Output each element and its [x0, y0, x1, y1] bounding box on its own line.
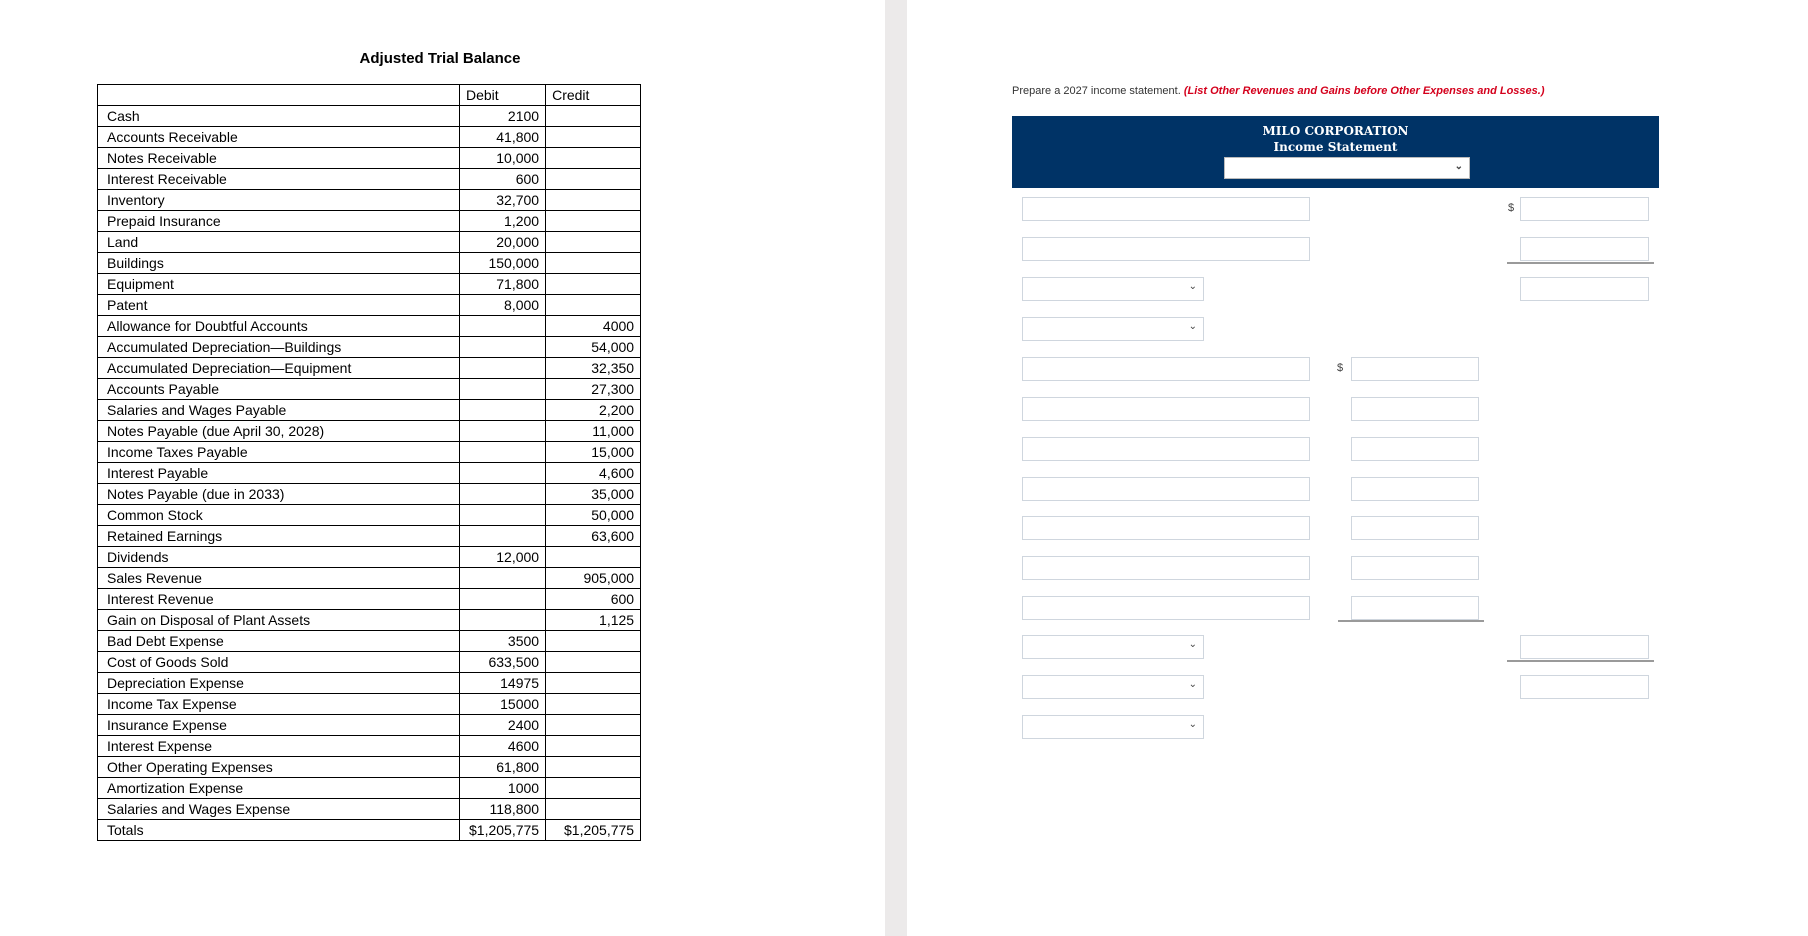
account-name: Cash — [98, 106, 460, 127]
table-row — [98, 190, 641, 211]
total-underline — [1507, 660, 1654, 662]
statement-title: Income Statement — [1273, 140, 1398, 154]
credit-value — [546, 253, 641, 274]
account-name: Prepaid Insurance — [98, 211, 460, 232]
expense-label-input[interactable] — [1022, 357, 1310, 381]
table-row — [98, 778, 641, 799]
table-row — [98, 610, 641, 631]
debit-value: 14975 — [460, 673, 546, 694]
debit-value: 600 — [460, 169, 546, 190]
debit-value: 1,200 — [460, 211, 546, 232]
account-name: Interest Expense — [98, 736, 460, 757]
credit-value — [546, 169, 641, 190]
expense-amount-input[interactable] — [1351, 437, 1479, 461]
debit-value — [460, 610, 546, 631]
credit-value — [546, 799, 641, 820]
table-row — [98, 694, 641, 715]
expense-amount-input[interactable] — [1351, 397, 1479, 421]
table-row — [98, 253, 641, 274]
debit-value: 12,000 — [460, 547, 546, 568]
table-row — [98, 106, 641, 127]
table-row — [98, 757, 641, 778]
table-row — [98, 127, 641, 148]
table-row — [98, 148, 641, 169]
credit-value — [546, 631, 641, 652]
debit-value — [460, 400, 546, 421]
table-row — [98, 799, 641, 820]
table-row — [98, 820, 641, 841]
period-select[interactable] — [1224, 157, 1470, 179]
line-label-select[interactable] — [1022, 277, 1204, 301]
credit-value — [546, 106, 641, 127]
debit-value — [460, 505, 546, 526]
expense-label-input[interactable] — [1022, 477, 1310, 501]
account-name: Gain on Disposal of Plant Assets — [98, 610, 460, 631]
credit-value — [546, 295, 641, 316]
credit-value — [546, 127, 641, 148]
account-name: Retained Earnings — [98, 526, 460, 547]
credit-value — [546, 778, 641, 799]
account-name: Accounts Payable — [98, 379, 460, 400]
line-label-input[interactable] — [1022, 237, 1310, 261]
account-name: Notes Receivable — [98, 148, 460, 169]
table-row — [98, 232, 641, 253]
expense-amount-input[interactable] — [1351, 477, 1479, 501]
account-name: Patent — [98, 295, 460, 316]
chevron-down-icon: ⌄ — [1188, 719, 1197, 730]
account-name: Common Stock — [98, 505, 460, 526]
chevron-down-icon: ⌄ — [1454, 161, 1463, 172]
account-name: Income Tax Expense — [98, 694, 460, 715]
table-row — [98, 652, 641, 673]
table-row — [98, 715, 641, 736]
account-name: Interest Revenue — [98, 589, 460, 610]
account-name: Equipment — [98, 274, 460, 295]
account-name: Accumulated Depreciation—Equipment — [98, 358, 460, 379]
credit-value — [546, 757, 641, 778]
debit-value — [460, 463, 546, 484]
account-name: Cost of Goods Sold — [98, 652, 460, 673]
table-row — [98, 400, 641, 421]
credit-value: 15,000 — [546, 442, 641, 463]
debit-value: 633,500 — [460, 652, 546, 673]
debit-value — [460, 337, 546, 358]
account-name: Salaries and Wages Payable — [98, 400, 460, 421]
line-label-select[interactable] — [1022, 635, 1204, 659]
debit-value: 150,000 — [460, 253, 546, 274]
instruction-text — [1012, 85, 1545, 97]
account-name: Interest Receivable — [98, 169, 460, 190]
chevron-down-icon: ⌄ — [1188, 679, 1197, 690]
account-name: Other Operating Expenses — [98, 757, 460, 778]
account-name: Dividends — [98, 547, 460, 568]
line-label-input[interactable] — [1022, 197, 1310, 221]
account-name: Sales Revenue — [98, 568, 460, 589]
expense-amount-input[interactable] — [1351, 357, 1479, 381]
debit-value — [460, 526, 546, 547]
table-row — [98, 736, 641, 757]
debit-value: 10,000 — [460, 148, 546, 169]
amount-input[interactable] — [1520, 675, 1649, 699]
credit-value — [546, 652, 641, 673]
table-row — [98, 274, 641, 295]
credit-value: 50,000 — [546, 505, 641, 526]
debit-value — [460, 421, 546, 442]
account-name: Notes Payable (due April 30, 2028) — [98, 421, 460, 442]
credit-value: 4,600 — [546, 463, 641, 484]
expense-label-input[interactable] — [1022, 516, 1310, 540]
amount-input[interactable] — [1520, 237, 1649, 261]
credit-value: 600 — [546, 589, 641, 610]
debit-value: $1,205,775 — [460, 820, 546, 841]
chevron-down-icon: ⌄ — [1188, 281, 1197, 292]
credit-value: 27,300 — [546, 379, 641, 400]
debit-value — [460, 568, 546, 589]
credit-value — [546, 673, 641, 694]
debit-value: 2100 — [460, 106, 546, 127]
currency-symbol: $ — [1337, 362, 1344, 374]
table-row — [98, 484, 641, 505]
chevron-down-icon: ⌄ — [1188, 639, 1197, 650]
debit-value — [460, 442, 546, 463]
debit-value: 1000 — [460, 778, 546, 799]
table-row — [98, 337, 641, 358]
table-row — [98, 379, 641, 400]
table-row — [98, 169, 641, 190]
credit-value: 1,125 — [546, 610, 641, 631]
credit-value — [546, 736, 641, 757]
table-row — [98, 421, 641, 442]
account-name: Inventory — [98, 190, 460, 211]
account-name: Notes Payable (due in 2033) — [98, 484, 460, 505]
account-name: Accounts Receivable — [98, 127, 460, 148]
account-name: Salaries and Wages Expense — [98, 799, 460, 820]
table-row — [98, 463, 641, 484]
account-name: Totals — [98, 820, 460, 841]
income-statement-header — [1012, 116, 1659, 188]
credit-value: 35,000 — [546, 484, 641, 505]
credit-value — [546, 274, 641, 295]
table-row — [98, 316, 641, 337]
account-name: Insurance Expense — [98, 715, 460, 736]
line-label-select[interactable] — [1022, 317, 1204, 341]
company-name: MILO CORPORATION — [1262, 124, 1409, 138]
total-underline — [1338, 620, 1484, 622]
credit-value: 2,200 — [546, 400, 641, 421]
debit-value: 2400 — [460, 715, 546, 736]
debit-value: 8,000 — [460, 295, 546, 316]
debit-value: 15000 — [460, 694, 546, 715]
header-blank — [98, 85, 460, 106]
debit-value: 71,800 — [460, 274, 546, 295]
trial-balance-title: Adjusted Trial Balance — [359, 50, 521, 67]
line-label-select[interactable] — [1022, 675, 1204, 699]
account-name: Accumulated Depreciation—Buildings — [98, 337, 460, 358]
amount-input[interactable] — [1520, 635, 1649, 659]
credit-value — [546, 694, 641, 715]
table-row — [98, 295, 641, 316]
table-row — [98, 211, 641, 232]
debit-value: 4600 — [460, 736, 546, 757]
total-underline — [1507, 262, 1654, 264]
instruction-main: Prepare a 2027 income statement. — [1012, 85, 1181, 97]
line-label-select[interactable] — [1022, 715, 1204, 739]
amount-input[interactable] — [1520, 277, 1649, 301]
chevron-down-icon: ⌄ — [1188, 321, 1197, 332]
instruction-hint: (List Other Revenues and Gains before Other Expenses and Losses.) — [1183, 85, 1545, 97]
debit-value: 3500 — [460, 631, 546, 652]
debit-value — [460, 589, 546, 610]
debit-value — [460, 379, 546, 400]
credit-value: 32,350 — [546, 358, 641, 379]
debit-value: 61,800 — [460, 757, 546, 778]
credit-value: 63,600 — [546, 526, 641, 547]
debit-value — [460, 484, 546, 505]
debit-value — [460, 316, 546, 337]
credit-value — [546, 211, 641, 232]
table-row — [98, 505, 641, 526]
credit-value: 11,000 — [546, 421, 641, 442]
credit-value — [546, 148, 641, 169]
credit-value — [546, 715, 641, 736]
account-name: Income Taxes Payable — [98, 442, 460, 463]
currency-symbol: $ — [1508, 202, 1515, 214]
debit-value: 32,700 — [460, 190, 546, 211]
expense-label-input[interactable] — [1022, 596, 1310, 620]
pane-divider[interactable] — [885, 0, 907, 936]
credit-value — [546, 190, 641, 211]
table-row — [98, 526, 641, 547]
table-row — [98, 631, 641, 652]
expense-label-input[interactable] — [1022, 397, 1310, 421]
credit-value — [546, 547, 641, 568]
table-row — [98, 673, 641, 694]
credit-header: Credit — [546, 85, 641, 106]
credit-value: $1,205,775 — [546, 820, 641, 841]
trial-balance-table — [97, 84, 641, 841]
amount-input[interactable] — [1520, 197, 1649, 221]
table-row — [98, 547, 641, 568]
table-row — [98, 442, 641, 463]
debit-value — [460, 358, 546, 379]
account-name: Allowance for Doubtful Accounts — [98, 316, 460, 337]
credit-value: 54,000 — [546, 337, 641, 358]
account-name: Buildings — [98, 253, 460, 274]
account-name: Land — [98, 232, 460, 253]
expense-amount-input[interactable] — [1351, 556, 1479, 580]
expense-amount-input[interactable] — [1351, 516, 1479, 540]
expense-label-input[interactable] — [1022, 556, 1310, 580]
account-name: Interest Payable — [98, 463, 460, 484]
account-name: Depreciation Expense — [98, 673, 460, 694]
credit-value: 905,000 — [546, 568, 641, 589]
account-name: Amortization Expense — [98, 778, 460, 799]
table-row — [98, 589, 641, 610]
credit-value: 4000 — [546, 316, 641, 337]
debit-value: 41,800 — [460, 127, 546, 148]
expense-label-input[interactable] — [1022, 437, 1310, 461]
account-name: Bad Debt Expense — [98, 631, 460, 652]
table-row — [98, 358, 641, 379]
debit-value: 20,000 — [460, 232, 546, 253]
credit-value — [546, 232, 641, 253]
debit-value: 118,800 — [460, 799, 546, 820]
debit-header: Debit — [460, 85, 546, 106]
expense-amount-input[interactable] — [1351, 596, 1479, 620]
table-row — [98, 568, 641, 589]
